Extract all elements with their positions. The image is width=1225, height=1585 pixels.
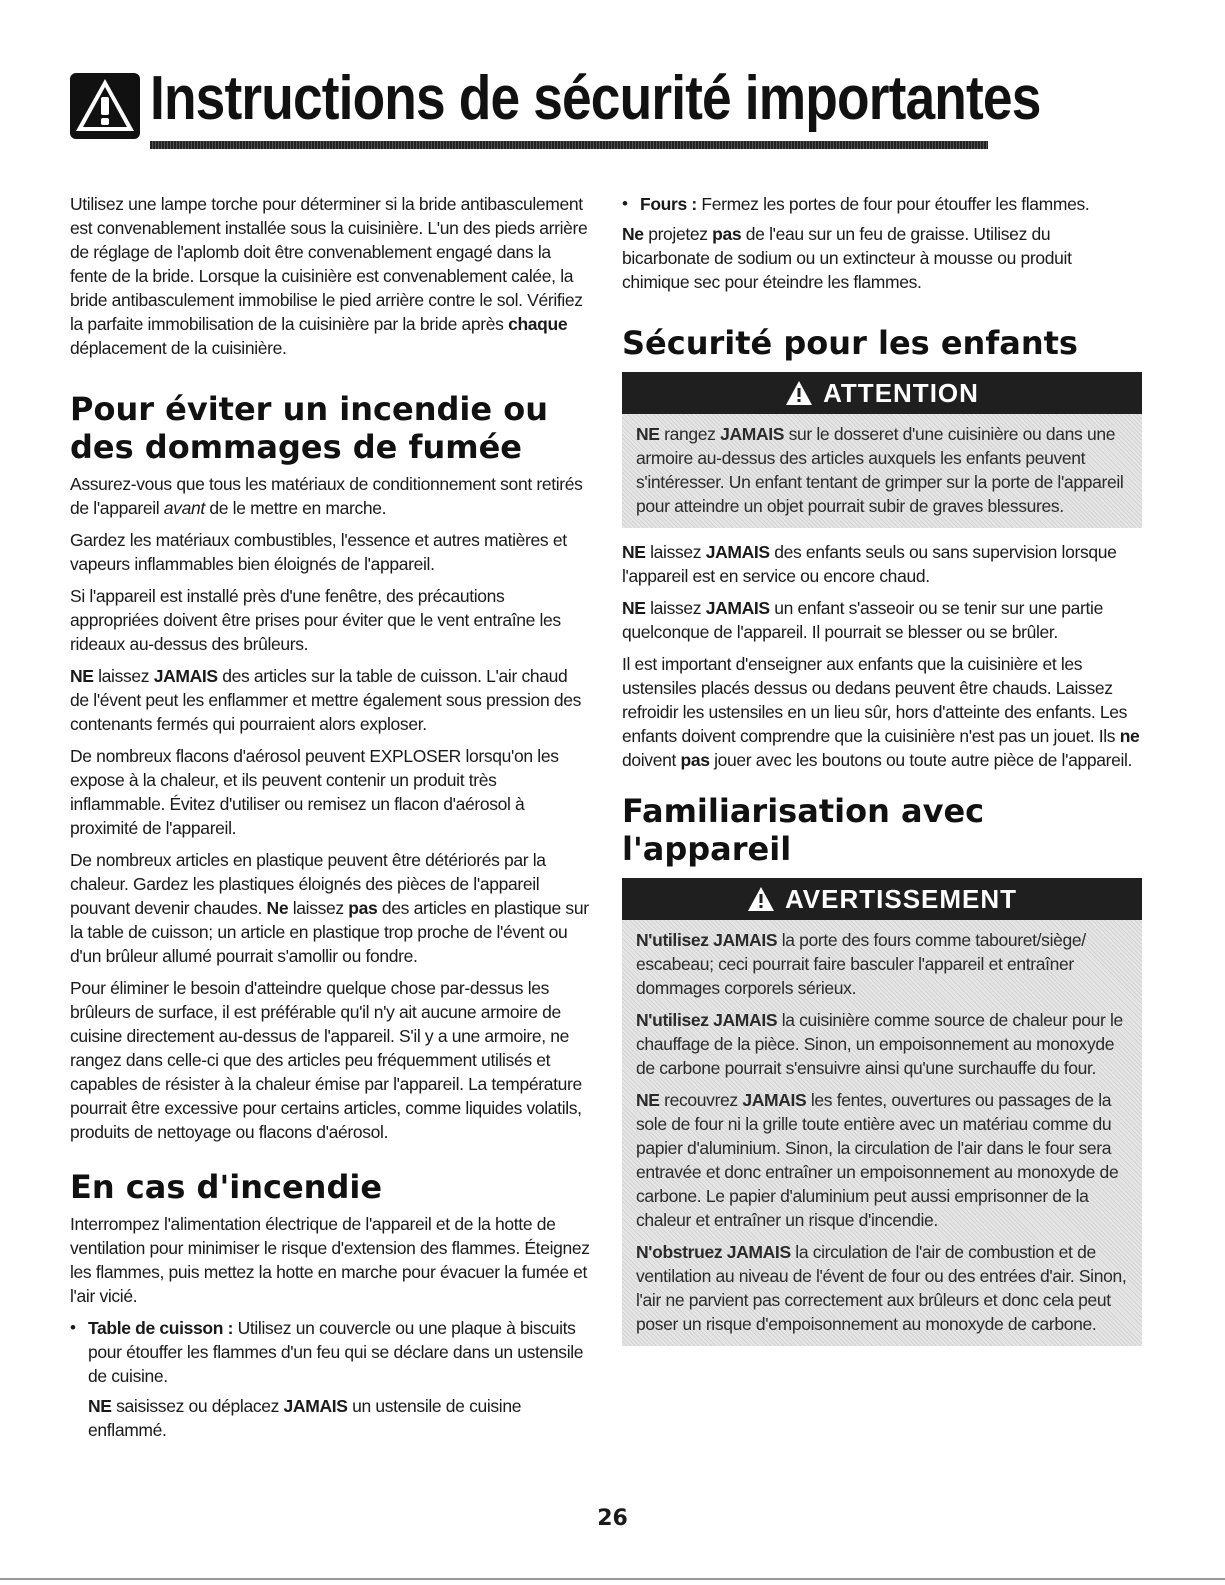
intro-paragraph: Utilisez une lampe torche pour déterminer si la bride antibasculement est convenablement installée sous la cuisinière. L'un des pieds arrière de réglage de l'aplomb doit être convenablement engagé dans la fente de la bride. Lorsque la cuisinière est convenablement calée, la bride antibasculement immobilise le pied arrière contre le sol. Vérifiez la parfaite immobilisation de la cuisinière par la bride après chaque déplacement de la cuisinière. — [70, 194, 588, 358]
fire-paragraph-5: De nombreux flacons d'aérosol peuvent EXPLOSER lorsqu'on les expose à la chaleur, et ils peuvent contenir un produit très inflammable. Évitez d'utiliser ou remisez un flacon d'aérosol à proximité de l'appareil. — [70, 746, 559, 838]
bullet-dot: • — [70, 1318, 76, 1337]
familiarisation-heading: Familiarisation avec l'appareil — [622, 792, 985, 868]
warning-item-2: N'utilisez JAMAIS la cuisinière comme source de chaleur pour le chauffage de la pièce. Sinon, un empoisonnement au monoxyde de carbone pourrait s'ensuivre ainsi qu'une surchauffe du four. — [636, 1010, 1123, 1078]
footer-line — [0, 1578, 1225, 1580]
enfants-paragraph-2: NE laissez JAMAIS un enfant s'asseoir ou se tenir sur une partie quelconque de l'appareil. Il pourrait se blesser ou se brûler. — [622, 598, 1103, 642]
left-column — [70, 192, 590, 1450]
fire-paragraph-7: Pour éliminer le besoin d'atteindre quelque chose par-dessus les brûleurs de surface, il est préférable qu'il n'y ait aucune armoire de cuisine directement au-dessus de l'appareil. S'il y a une armoire, ne rangez dans celle-ci que des articles peu fréquemment utilisés et capables de résister à la chaleur émise par l'appareil. La température pourrait être excessive pour certains articles, comme liquides volatils, produits de nettoyage ou flacons d'aérosol. — [70, 978, 582, 1142]
warning-item-1: N'utilisez JAMAIS la porte des fours comme tabouret/siège/ escabeau; ceci pourrait faire basculer l'appareil et entraîner dommages corporels sérieux. — [636, 930, 1086, 998]
page-title: Instructions de sécurité importantes — [150, 64, 1041, 133]
fire-paragraph-3: Si l'appareil est installé près d'une fenêtre, des précautions appropriées doivent être prises pour éviter que le vent entraîne les rideaux au-dessus des brûleurs. — [70, 586, 561, 654]
incendie-paragraph: Interrompez l'alimentation électrique de l'appareil et de la hotte de ventilation pour minimiser le risque d'extension des flammes. Éteignez les flammes, puis mettez la hotte en marche pour évacuer la fumée et l'air vicié. — [70, 1214, 590, 1306]
warning-item-3: NE recouvrez JAMAIS les fentes, ouvertures ou passages de la sole de four ni la grille toute entière avec un matériau comme du papier d'aluminium. Sinon, la circulation de l'air dans le four sera entravée et donc entraîner un empoisonnement au monoxyde de carbone. Le papier d'aluminium peut aussi emprisonner de la chaleur et entraîner un risque d'incendie. — [636, 1090, 1119, 1230]
fire-paragraph-6: De nombreux articles en plastique peuvent être détériorés par la chaleur. Gardez les plastiques éloignés des pièces de l'appareil pouvant devenir chaudes. Ne laissez pas des articles en plastique sur la table de cuisson; un article en plastique trop proche de l'évent ou d'un brûleur allumé pourrait s'amollir ou fondre. — [70, 850, 589, 966]
bullet-dot: • — [622, 194, 628, 213]
incendie-sub-paragraph: NE saisissez ou déplacez JAMAIS un ustensile de cuisine enflammé. — [88, 1396, 522, 1440]
avertissement-bar — [622, 878, 1142, 920]
grease-paragraph: Ne projetez pas de l'eau sur un feu de graisse. Utilisez du bicarbonate de sodium ou un extincteur à mousse ou produit chimique sec pour éteindre les flammes. — [622, 224, 1072, 292]
warning-triangle-icon — [747, 886, 775, 912]
fire-paragraph-1: Assurez-vous que tous les matériaux de conditionnement sont retirés de l'appareil avant de le mettre en marche. — [70, 474, 583, 518]
enfants-heading: Sécurité pour les enfants — [622, 324, 1078, 362]
avertissement-label: AVERTISSEMENT — [784, 883, 1018, 914]
bullet-table-de-cuisson: • Table de cuisson : Utilisez un couvercle ou une plaque à biscuits pour étouffer les flammes d'un feu qui se déclare dans un ustensile de cuisine. — [70, 1318, 584, 1386]
enfants-paragraph-1: NE laissez JAMAIS des enfants seuls ou sans supervision lorsque l'appareil est en service ou encore chaud. — [622, 542, 1117, 586]
title-rule — [150, 141, 988, 149]
right-column — [622, 192, 1142, 1358]
fire-paragraph-2: Gardez les matériaux combustibles, l'essence et autres matières et vapeurs inflammables bien éloignés de l'appareil. — [70, 530, 567, 574]
avertissement-box — [622, 878, 1142, 1346]
attention-label: ATTENTION — [823, 377, 979, 408]
warning-triangle-icon — [70, 73, 140, 139]
fire-paragraph-4: NE laissez JAMAIS des articles sur la table de cuisson. L'air chaud de l'évent peut les enflammer et mettre également sous pression des contenants fermés qui pourraient alors exploser. — [70, 666, 582, 734]
fire-heading: Pour éviter un incendie ou des dommages de fumée — [70, 390, 548, 466]
attention-box — [622, 372, 1142, 528]
enfants-paragraph-3: Il est important d'enseigner aux enfants que la cuisinière et les ustensiles placés dessus ou dedans peuvent être chauds. Laissez refroidir les ustensiles en un lieu sûr, hors d'atteinte des enfants. Les enfants doivent comprendre que la cuisinière n'est pas un jouet. Ils ne doivent pas jouer avec les boutons ou toute autre pièce de l'appareil. — [622, 654, 1140, 770]
warning-item-4: N'obstruez JAMAIS la circulation de l'air de combustion et de ventilation au niveau de l'évent de four ou des entrées d'air. Sinon, l'air ne parvient pas correctement aux brûleurs et donc cela peut poser un risque d'empoisonnement au monoxyde de carbone. — [636, 1242, 1127, 1334]
incendie-heading: En cas d'incendie — [70, 1168, 383, 1206]
attention-bar — [622, 372, 1142, 414]
page-header — [70, 55, 1041, 150]
attention-text: NE rangez JAMAIS sur le dosseret d'une cuisinière ou dans une armoire au-dessus des articles auxquels les enfants peuvent s'intéresser. Un enfant tentant de grimper sur la porte de l'appareil pour atteindre un objet pourrait subir de graves blessures. — [636, 424, 1124, 516]
page-number: 26 — [597, 1506, 628, 1531]
warning-triangle-icon — [785, 380, 813, 406]
bullet-fours: • Fours : Fermez les portes de four pour étouffer les flammes. — [622, 194, 1090, 214]
